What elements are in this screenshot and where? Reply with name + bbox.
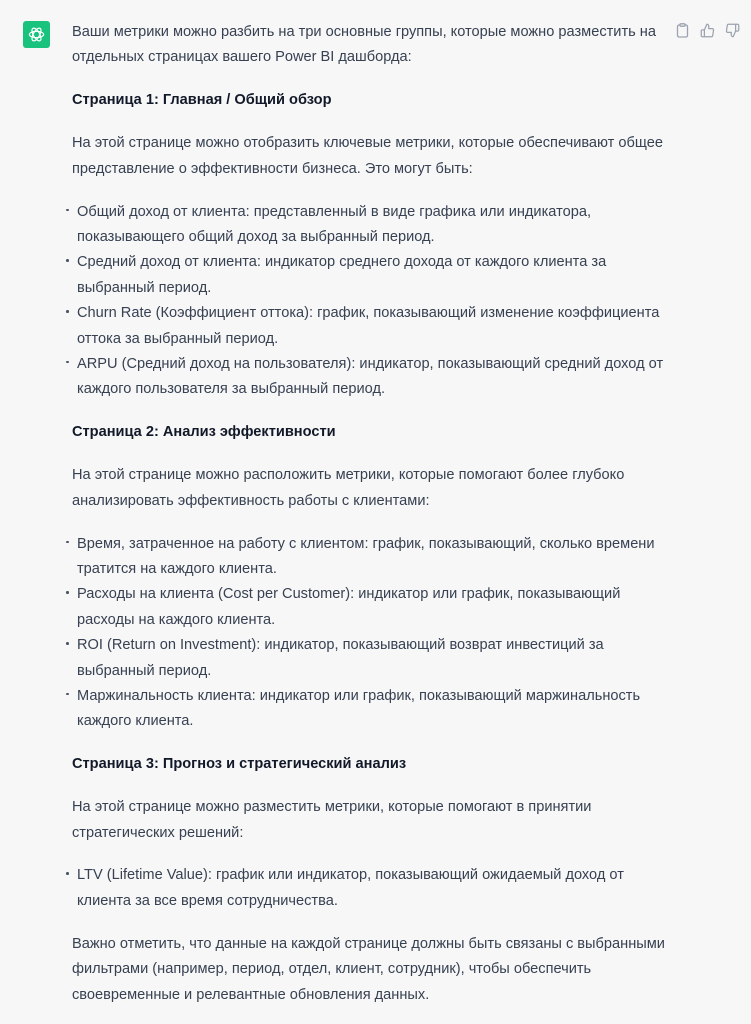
assistant-message bbox=[72, 20, 672, 1008]
list-item: Общий доход от клиента: представленный в виде графика или индикатора, показывающего общий доход за выбранный период. bbox=[72, 200, 672, 251]
list-item: Время, затраченное на работу с клиентом: график, показывающий, сколько времени тратится на каждого клиента. bbox=[72, 532, 672, 583]
metrics-list bbox=[72, 200, 672, 403]
message-actions bbox=[674, 22, 740, 38]
thumbs-up-icon bbox=[700, 23, 715, 38]
metrics-list bbox=[72, 532, 672, 735]
section-paragraph: На этой странице можно отобразить ключевые метрики, которые обеспечивают общее представление о эффективности бизнеса. Это могут быть: bbox=[72, 135, 663, 177]
list-item: Маржинальность клиента: индикатор или график, показывающий маржинальность каждого клиента. bbox=[72, 684, 672, 735]
conclusion-paragraph: Важно отметить, что данные на каждой странице должны быть связаны с выбранными фильтрами (например, период, отдел, клиент, сотрудник), чтобы обеспечить своевременные и релевантные обновления данных. bbox=[72, 935, 665, 1003]
thumbs-down-button[interactable] bbox=[724, 22, 740, 38]
list-item: LTV (Lifetime Value): график или индикатор, показывающий ожидаемый доход от клиента за все время сотрудничества. bbox=[72, 863, 672, 914]
assistant-avatar bbox=[23, 21, 50, 48]
section-paragraph: На этой странице можно расположить метрики, которые помогают более глубоко анализировать эффективность работы с клиентами: bbox=[72, 467, 625, 509]
thumbs-up-button[interactable] bbox=[699, 22, 715, 38]
clipboard-icon bbox=[676, 23, 689, 38]
openai-logo-icon bbox=[27, 25, 46, 44]
list-item: Расходы на клиента (Cost per Customer): индикатор или график, показывающий расходы на каждого клиента. bbox=[72, 582, 672, 633]
section-heading: Страница 2: Анализ эффективности bbox=[72, 424, 336, 441]
copy-button[interactable] bbox=[674, 22, 690, 38]
list-item: ROI (Return on Investment): индикатор, показывающий возврат инвестиций за выбранный период. bbox=[72, 633, 672, 684]
list-item: ARPU (Средний доход на пользователя): индикатор, показывающий средний доход от каждого пользователя за выбранный период. bbox=[72, 352, 672, 403]
thumbs-down-icon bbox=[725, 23, 740, 38]
section-heading: Страница 1: Главная / Общий обзор bbox=[72, 92, 332, 109]
metrics-list bbox=[72, 863, 672, 914]
intro-paragraph: Ваши метрики можно разбить на три основные группы, которые можно разместить на отдельных страницах вашего Power BI дашборда: bbox=[72, 24, 656, 66]
list-item: Средний доход от клиента: индикатор среднего дохода от каждого клиента за выбранный период. bbox=[72, 250, 672, 301]
section-heading: Страница 3: Прогноз и стратегический анализ bbox=[72, 756, 407, 773]
section-paragraph: На этой странице можно разместить метрики, которые помогают в принятии стратегических решений: bbox=[72, 799, 592, 841]
list-item: Churn Rate (Коэффициент оттока): график, показывающий изменение коэффициента оттока за выбранный период. bbox=[72, 301, 672, 352]
